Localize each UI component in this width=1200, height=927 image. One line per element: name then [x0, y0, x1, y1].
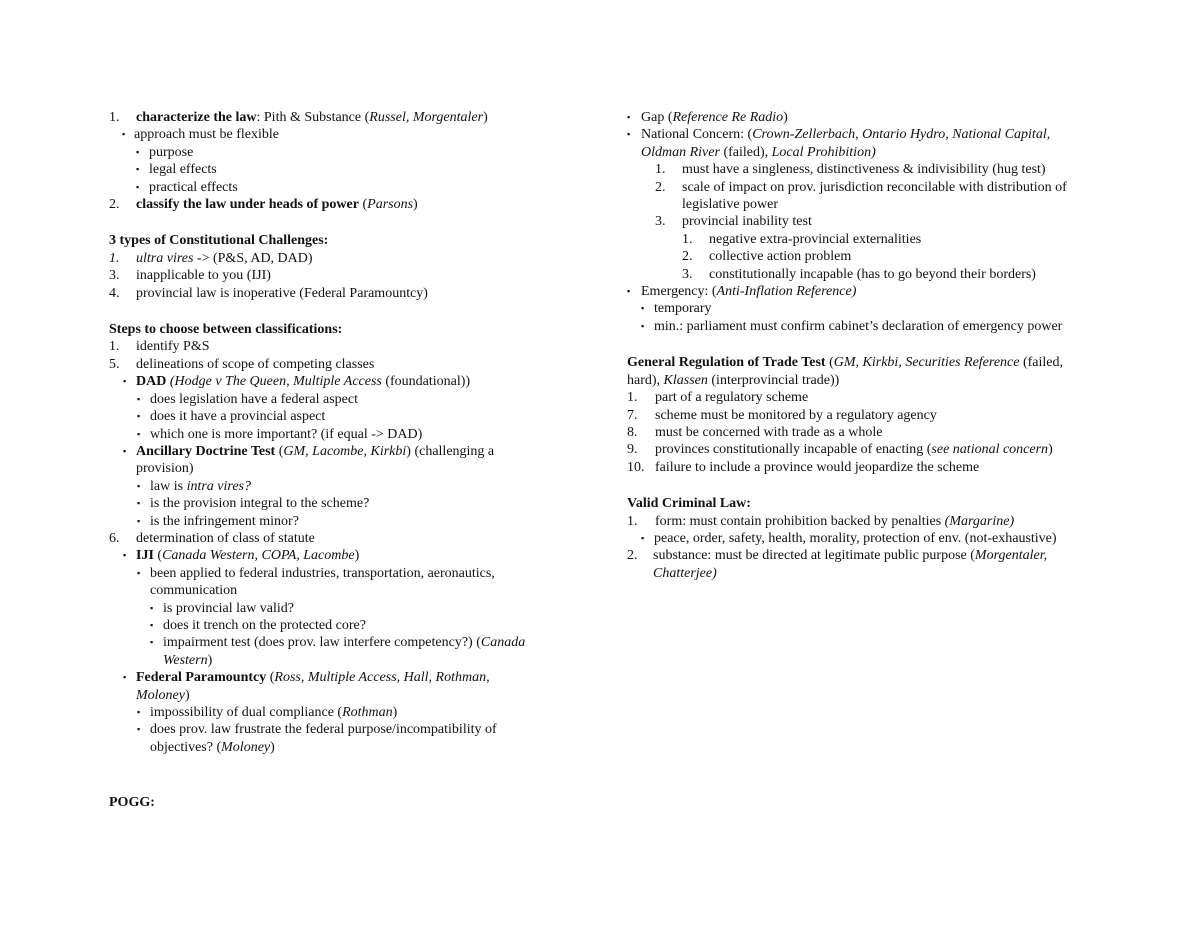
bullet-item — [109, 161, 569, 178]
text: ( — [275, 443, 284, 459]
bullet-item — [109, 495, 569, 512]
bullet-icon: ▪ — [641, 303, 645, 314]
bullet-icon: ▪ — [137, 428, 141, 439]
bullet-item-paramountcy — [109, 669, 536, 704]
section-heading: 3 types of Constitutional Challenges: — [109, 233, 329, 249]
bullet-text: does legislation have a federal aspect — [150, 391, 358, 407]
bullet-icon: ▪ — [136, 164, 140, 175]
list-number: 3. — [109, 268, 120, 284]
bullet-text: impossibility of dual compliance ( — [150, 705, 343, 720]
section-heading: Steps to choose between classifications: — [109, 322, 343, 338]
text: must be concerned with trade as a whole — [655, 424, 883, 440]
bullet-text: temporary — [654, 301, 712, 317]
bullet-icon: ▪ — [123, 672, 127, 683]
list-item — [109, 530, 569, 547]
italic-term: intra vires? — [186, 478, 251, 494]
bullet-icon: ▪ — [150, 619, 154, 630]
text: substance: must be directed at legitimate public purpose ( — [653, 548, 975, 564]
list-number: 2. — [655, 179, 666, 195]
bullet-text: peace, order, safety, health, morality, protection of env. (not-exhaustive) — [654, 530, 1057, 546]
text: negative extra-provincial externalities — [709, 231, 922, 247]
list-item — [109, 250, 569, 267]
bullet-item — [109, 704, 569, 721]
bullet-item — [109, 179, 569, 196]
italic-term: ultra vires — [136, 250, 194, 266]
text: ) — [783, 110, 788, 125]
bullet-icon: ▪ — [150, 602, 154, 613]
text: form: must contain prohibition backed by penalties — [655, 513, 945, 529]
right-column — [627, 109, 1097, 582]
section-heading: Valid Criminal Law: — [627, 496, 751, 512]
bullet-item-national-concern — [627, 126, 1091, 161]
list-number: 3. — [682, 266, 693, 282]
case-names: Ross, Multiple Access, Hall, Rothman, Moloney — [136, 670, 490, 703]
bullet-item — [109, 126, 569, 143]
bullet-icon: ▪ — [137, 480, 141, 491]
bullet-item — [109, 513, 569, 530]
text: provincial law is inoperative (Federal Paramountcy) — [136, 285, 428, 301]
text: Gap ( — [641, 110, 673, 125]
bullet-icon: ▪ — [137, 393, 141, 404]
list-item — [109, 285, 569, 302]
text: ) — [207, 652, 213, 668]
text: ( — [266, 670, 275, 686]
bullet-text: been applied to federal industries, transportation, aeronautics, communication — [150, 565, 495, 599]
bullet-item — [627, 318, 1074, 335]
text: ) — [1048, 442, 1053, 458]
bullet-text: practical effects — [149, 179, 238, 195]
text: must have a singleness, distinctiveness & indivisibility (hug test) — [682, 162, 1046, 178]
text: (foundational)) — [381, 374, 471, 390]
bullet-item-dad — [109, 373, 569, 390]
text: ) (challenging a provision) — [136, 443, 495, 477]
bullet-icon: ▪ — [137, 707, 141, 717]
list-number: 4. — [109, 285, 120, 301]
list-item — [627, 389, 1097, 406]
step-characterize — [109, 109, 569, 126]
italic-term: see national concern — [931, 442, 1049, 458]
left-column — [109, 109, 569, 756]
bullet-icon: ▪ — [137, 411, 141, 422]
list-number: 6. — [109, 530, 120, 546]
text: (failed, hard), — [627, 355, 1063, 388]
text: ) — [184, 687, 190, 703]
trade-test-heading — [627, 354, 1067, 389]
bullet-icon: ▪ — [123, 445, 127, 456]
bullet-icon: ▪ — [123, 550, 127, 561]
bullet-text: does it have a provincial aspect — [150, 409, 326, 425]
bullet-icon: ▪ — [136, 181, 140, 192]
bullet-icon: ▪ — [123, 376, 127, 387]
list-item — [627, 213, 1097, 230]
list-item — [627, 513, 1097, 530]
list-number: 1. — [627, 390, 638, 406]
list-item — [109, 356, 569, 373]
bold-term: General Regulation of Trade Test — [627, 355, 826, 371]
list-item — [627, 459, 1097, 476]
bullet-icon: ▪ — [150, 637, 154, 648]
text: : Pith & Substance ( — [256, 110, 370, 125]
bullet-text: is provincial law valid? — [163, 600, 295, 616]
list-item — [627, 179, 1097, 214]
bullet-icon: ▪ — [122, 129, 126, 140]
case-names: Moloney — [221, 739, 271, 755]
case-names: (Hodge v The Queen, Multiple Access — [166, 374, 382, 390]
list-number: 1. — [109, 339, 120, 355]
list-item — [627, 441, 1097, 458]
text: ) — [354, 548, 360, 564]
text: determination of class of statute — [136, 530, 315, 546]
case-names: Morgentaler, Chatterjee) — [653, 548, 1048, 581]
text: (interprovincial trade)) — [707, 372, 840, 388]
bullet-text: which one is more important? (if equal -> DAD) — [150, 426, 423, 442]
bullet-icon: ▪ — [137, 515, 141, 526]
list-number: 1. — [109, 110, 120, 125]
bullet-icon: ▪ — [137, 567, 141, 578]
text: Emergency: ( — [641, 284, 717, 300]
bullet-item — [109, 565, 550, 600]
case-names: Parsons — [367, 197, 414, 213]
bullet-item-ancillary — [109, 443, 536, 478]
text: ) — [483, 110, 488, 125]
list-number: 5. — [109, 356, 120, 372]
bullet-text: min.: parliament must confirm cabinet’s declaration of emergency power — [654, 318, 1063, 334]
list-number: 10. — [627, 459, 645, 475]
case-names: Russel, Morgentaler — [369, 110, 484, 125]
list-number: 1. — [109, 250, 120, 266]
text: ( — [358, 197, 368, 213]
bullet-item-gap — [627, 109, 1097, 126]
list-item — [109, 267, 569, 284]
list-item — [627, 248, 1097, 265]
bullet-text: approach must be flexible — [134, 127, 280, 143]
case-names: Reference Re Radio — [672, 110, 784, 125]
bullet-item — [109, 144, 569, 161]
bullet-item — [109, 391, 569, 408]
step-classify — [109, 196, 569, 213]
list-number: 2. — [627, 548, 638, 564]
text: (failed), — [719, 144, 772, 160]
case-names: Klassen — [663, 372, 708, 388]
list-item — [627, 407, 1097, 424]
bold-term: characterize the law — [136, 110, 257, 125]
bold-term: IJI — [136, 548, 154, 564]
list-item — [109, 338, 569, 355]
bullet-item-iji — [109, 547, 569, 564]
bullet-item — [109, 478, 569, 495]
text: ) — [413, 197, 418, 213]
list-number: 8. — [627, 424, 638, 440]
bold-term: Ancillary Doctrine Test — [136, 443, 276, 459]
bullet-icon: ▪ — [627, 286, 631, 297]
text: provinces constitutionally incapable of enacting ( — [655, 442, 932, 458]
list-item — [627, 161, 1097, 178]
text: provincial inability test — [682, 214, 812, 230]
list-number: 1. — [682, 231, 693, 247]
case-names: Local Prohibition) — [771, 144, 876, 160]
text: identify P&S — [136, 339, 210, 355]
case-names: Canada Western, COPA, Lacombe — [162, 548, 355, 564]
bullet-icon: ▪ — [627, 112, 631, 122]
list-number: 2. — [682, 249, 693, 265]
bullet-icon: ▪ — [627, 129, 631, 140]
list-number: 7. — [627, 407, 638, 423]
list-item — [627, 547, 1093, 582]
bullet-icon: ▪ — [641, 320, 645, 331]
text: failure to include a province would jeopardize the scheme — [655, 459, 980, 475]
list-item — [627, 266, 1097, 283]
case-names: GM, Kirkbi, Securities Reference — [833, 355, 1020, 371]
bullet-item — [109, 617, 569, 634]
text: constitutionally incapable (has to go beyond their borders) — [709, 266, 1036, 282]
section-heading-pogg: POGG: — [109, 795, 155, 810]
list-number: 9. — [627, 442, 638, 458]
bold-term: classify the law under heads of power — [136, 197, 359, 213]
bullet-item — [109, 426, 569, 443]
bullet-item — [627, 530, 1097, 547]
bold-term: Federal Paramountcy — [136, 670, 267, 686]
bullet-item — [109, 634, 563, 669]
bullet-text: does prov. law frustrate the federal purpose/incompatibility of objectives? ( — [150, 722, 497, 755]
case-names: Canada Western — [163, 635, 526, 668]
case-names: Anti-Inflation Reference) — [716, 284, 857, 300]
bullet-icon: ▪ — [641, 532, 645, 543]
bullet-icon: ▪ — [136, 146, 140, 157]
text: National Concern: ( — [641, 127, 753, 143]
text: collective action problem — [709, 249, 852, 265]
text: ) — [270, 739, 275, 755]
text: scheme must be monitored by a regulatory agency — [655, 407, 937, 423]
bullet-item — [109, 721, 550, 756]
bullet-text: law is — [150, 478, 187, 494]
text: scale of impact on prov. jurisdiction reconcilable with distribution of legislative power — [682, 179, 1067, 213]
case-names: (Margarine) — [944, 513, 1015, 529]
text: ( — [825, 355, 834, 371]
list-number: 2. — [109, 197, 120, 213]
list-number: 3. — [655, 214, 666, 230]
list-number: 1. — [655, 162, 666, 178]
text: delineations of scope of competing classes — [136, 356, 375, 372]
bullet-text: is the provision integral to the scheme? — [150, 496, 370, 512]
text: ) — [392, 705, 398, 720]
text: ( — [153, 548, 163, 564]
bullet-text: legal effects — [149, 162, 217, 178]
bullet-text: is the infringement minor? — [150, 513, 299, 529]
case-names: Crown-Zellerbach, Ontario Hydro, National Capital, Oldman River — [641, 127, 1051, 160]
bold-term: DAD — [136, 374, 167, 390]
bullet-text: purpose — [149, 144, 194, 160]
list-item — [627, 231, 1097, 248]
bullet-item — [109, 600, 569, 617]
list-item — [627, 424, 1097, 441]
text: part of a regulatory scheme — [655, 390, 809, 406]
text: -> (P&S, AD, DAD) — [193, 250, 313, 266]
bullet-text: impairment test (does prov. law interfere competency?) ( — [163, 635, 481, 651]
bullet-icon: ▪ — [137, 498, 141, 509]
bullet-item — [109, 408, 569, 425]
bullet-item — [627, 300, 1097, 317]
bullet-item-emergency — [627, 283, 1097, 300]
case-names: Rothman — [342, 705, 393, 720]
bullet-icon: ▪ — [137, 724, 141, 735]
case-names: GM, Lacombe, Kirkbi — [283, 443, 407, 459]
list-number: 1. — [627, 513, 638, 529]
bullet-text: does it trench on the protected core? — [163, 617, 366, 633]
text: inapplicable to you (IJI) — [136, 268, 271, 284]
